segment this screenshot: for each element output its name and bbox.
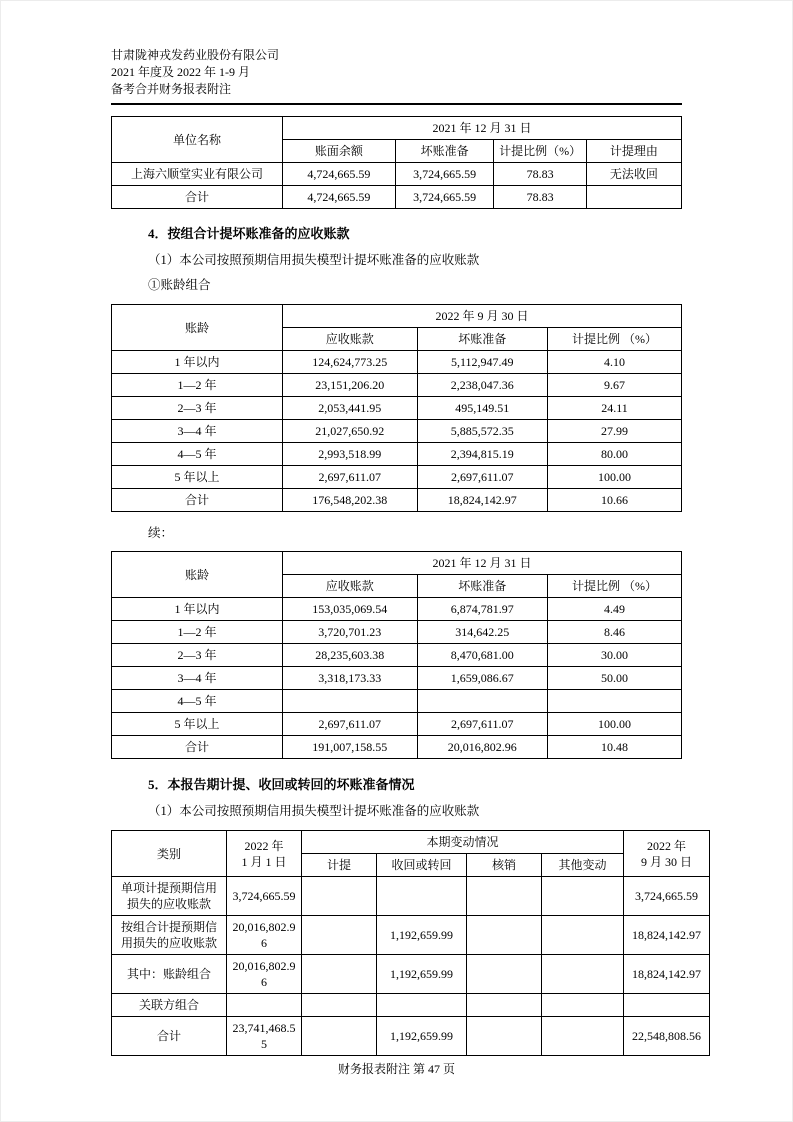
cell-bad-debt: 1,659,086.67 <box>417 667 548 690</box>
col-header-other-change: 其他变动 <box>542 854 624 877</box>
cell-writeoff <box>467 916 542 955</box>
cell-opening: 20,016,802.96 <box>227 955 302 994</box>
cell-total-label: 合计 <box>112 186 283 209</box>
section-4-item-2: ①账龄组合 <box>148 278 211 292</box>
col-header-opening <box>227 831 302 877</box>
cell-receivables: 2,697,611.07 <box>283 466 418 489</box>
cell-writeoff <box>467 1017 542 1056</box>
cell-category: 其中：账龄组合 <box>112 955 227 994</box>
cell-aging: 3—4 年 <box>112 420 283 443</box>
doc-title: 备考合并财务报表附注 <box>111 82 232 96</box>
cell-ratio: 10.66 <box>548 489 682 512</box>
table-row <box>112 351 682 374</box>
table-row <box>112 305 682 328</box>
col-header-bad-debt: 坏账准备 <box>395 140 494 163</box>
cell-reason: 无法收回 <box>586 163 681 186</box>
table-row <box>112 489 682 512</box>
cell-ratio: 4.10 <box>548 351 682 374</box>
cell-opening: 3,724,665.59 <box>227 877 302 916</box>
cell-other-change <box>542 916 624 955</box>
cell-receivables: 2,053,441.95 <box>283 397 418 420</box>
cell-aging: 1—2 年 <box>112 621 283 644</box>
cell-receivables: 23,151,206.20 <box>283 374 418 397</box>
cell-opening: 20,016,802.96 <box>227 916 302 955</box>
col-header-closing-line2: 9 月 30 日 <box>641 854 693 869</box>
cell-receivables <box>283 690 418 713</box>
cell-aging: 5 年以上 <box>112 466 283 489</box>
cell-bad-debt: 2,697,611.07 <box>417 466 548 489</box>
cell-ratio: 9.67 <box>548 374 682 397</box>
cell-other-change <box>542 1017 624 1056</box>
col-header-closing-line1: 2022 年 <box>647 838 687 853</box>
cell-bad-debt: 3,724,665.59 <box>395 186 494 209</box>
company-name: 甘肃陇神戎发药业股份有限公司 <box>111 48 280 62</box>
cell-recovery-reversal: 1,192,659.99 <box>377 1017 467 1056</box>
cell-writeoff <box>467 994 542 1017</box>
cell-bad-debt: 5,112,947.49 <box>417 351 548 374</box>
cell-aging: 5 年以上 <box>112 713 283 736</box>
cell-bad-debt: 3,724,665.59 <box>395 163 494 186</box>
cell-other-change <box>542 877 624 916</box>
cell-receivables: 21,027,650.92 <box>283 420 418 443</box>
table-row <box>112 955 710 994</box>
col-header-aging: 账龄 <box>112 305 283 351</box>
cell-bad-debt: 20,016,802.96 <box>417 736 548 759</box>
cell-category: 单项计提预期信用损失的应收账款 <box>112 877 227 916</box>
cell-accrual <box>302 1017 377 1056</box>
cell-aging: 1 年以内 <box>112 351 283 374</box>
cell-accrual <box>302 877 377 916</box>
table-row <box>112 443 682 466</box>
provision-movement-table <box>111 830 710 1056</box>
col-header-opening-line1: 2022 年 <box>244 838 284 853</box>
cell-receivables: 3,720,701.23 <box>283 621 418 644</box>
section-4-item-1: （1）本公司按照预期信用损失模型计提坏账准备的应收账款 <box>148 253 480 267</box>
col-header-book-balance: 账面余额 <box>283 140 396 163</box>
table-row <box>112 644 682 667</box>
report-period: 2021 年度及 2022 年 1-9 月 <box>111 65 250 79</box>
cell-ratio: 8.46 <box>548 621 682 644</box>
col-header-category: 类别 <box>112 831 227 877</box>
cell-bad-debt: 2,697,611.07 <box>417 713 548 736</box>
cell-aging: 1 年以内 <box>112 598 283 621</box>
table-row <box>112 598 682 621</box>
section-5-heading: 5．本报告期计提、收回或转回的坏账准备情况 <box>148 777 415 792</box>
cell-ratio: 10.48 <box>548 736 682 759</box>
cell-recovery-reversal: 1,192,659.99 <box>377 916 467 955</box>
col-header-receivables: 应收账款 <box>283 328 418 351</box>
cell-ratio: 24.11 <box>548 397 682 420</box>
table-row <box>112 621 682 644</box>
cell-total-label: 合计 <box>112 736 283 759</box>
table-row <box>112 420 682 443</box>
table-row <box>112 374 682 397</box>
cell-opening: 23,741,468.55 <box>227 1017 302 1056</box>
cell-bad-debt: 18,824,142.97 <box>417 489 548 512</box>
cell-ratio: 78.83 <box>494 186 586 209</box>
cell-recovery-reversal <box>377 994 467 1017</box>
cell-bad-debt: 314,642.25 <box>417 621 548 644</box>
col-header-ratio: 计提比例 （%） <box>548 328 682 351</box>
table-row <box>112 994 710 1017</box>
col-header-ratio: 计提比例（%） <box>494 140 586 163</box>
cell-bad-debt: 495,149.51 <box>417 397 548 420</box>
cell-receivables: 124,624,773.25 <box>283 351 418 374</box>
table-row <box>112 877 710 916</box>
cell-bad-debt <box>417 690 548 713</box>
cell-ratio: 100.00 <box>548 713 682 736</box>
col-header-date: 2021 年 12 月 31 日 <box>283 117 682 140</box>
cell-ratio: 27.99 <box>548 420 682 443</box>
cell-receivables: 2,993,518.99 <box>283 443 418 466</box>
table-row <box>112 690 682 713</box>
cell-aging: 4—5 年 <box>112 690 283 713</box>
cell-aging: 3—4 年 <box>112 667 283 690</box>
col-header-date: 2021 年 12 月 31 日 <box>283 552 682 575</box>
cell-bad-debt: 2,394,815.19 <box>417 443 548 466</box>
cell-total-label: 合计 <box>112 489 283 512</box>
cell-receivables: 153,035,069.54 <box>283 598 418 621</box>
cell-aging: 2—3 年 <box>112 644 283 667</box>
cell-ratio <box>548 690 682 713</box>
cell-bad-debt: 5,885,572.35 <box>417 420 548 443</box>
col-header-recovery-reversal: 收回或转回 <box>377 854 467 877</box>
document-header <box>111 47 682 105</box>
cell-ratio: 50.00 <box>548 667 682 690</box>
col-header-opening-line2: 1 月 1 日 <box>241 854 287 869</box>
cell-other-change <box>542 955 624 994</box>
cell-receivables: 191,007,158.55 <box>283 736 418 759</box>
aging-table-2022-09-30 <box>111 304 682 512</box>
cell-receivables: 2,697,611.07 <box>283 713 418 736</box>
cell-bad-debt: 2,238,047.36 <box>417 374 548 397</box>
cell-closing: 18,824,142.97 <box>624 916 710 955</box>
cell-bad-debt: 6,874,781.97 <box>417 598 548 621</box>
cell-opening <box>227 994 302 1017</box>
cell-ratio: 80.00 <box>548 443 682 466</box>
cell-accrual <box>302 955 377 994</box>
cell-receivables: 176,548,202.38 <box>283 489 418 512</box>
table-row <box>112 117 682 140</box>
cell-aging: 2—3 年 <box>112 397 283 420</box>
cell-ratio: 4.49 <box>548 598 682 621</box>
table-row <box>112 397 682 420</box>
cell-recovery-reversal <box>377 877 467 916</box>
cell-category: 按组合计提预期信用损失的应收账款 <box>112 916 227 955</box>
cell-book-balance: 4,724,665.59 <box>283 186 396 209</box>
cell-ratio: 30.00 <box>548 644 682 667</box>
col-header-entity: 单位名称 <box>112 117 283 163</box>
cell-total-label: 合计 <box>112 1017 227 1056</box>
cell-writeoff <box>467 955 542 994</box>
cell-category: 关联方组合 <box>112 994 227 1017</box>
col-header-receivables: 应收账款 <box>283 575 418 598</box>
col-header-date: 2022 年 9 月 30 日 <box>283 305 682 328</box>
cell-closing <box>624 994 710 1017</box>
section-4-heading: 4．按组合计提坏账准备的应收账款 <box>148 226 350 241</box>
table-row <box>112 552 682 575</box>
col-header-ratio: 计提比例 （%） <box>548 575 682 598</box>
table-row <box>112 916 710 955</box>
table-row <box>112 736 682 759</box>
cell-closing: 22,548,808.56 <box>624 1017 710 1056</box>
continued-label: 续： <box>148 526 174 540</box>
cell-other-change <box>542 994 624 1017</box>
col-header-writeoff: 核销 <box>467 854 542 877</box>
col-header-bad-debt: 坏账准备 <box>417 328 548 351</box>
cell-closing: 3,724,665.59 <box>624 877 710 916</box>
col-header-accrual: 计提 <box>302 854 377 877</box>
cell-ratio: 78.83 <box>494 163 586 186</box>
cell-accrual <box>302 994 377 1017</box>
table-row <box>112 667 682 690</box>
cell-ratio: 100.00 <box>548 466 682 489</box>
col-header-reason: 计提理由 <box>586 140 681 163</box>
cell-recovery-reversal: 1,192,659.99 <box>377 955 467 994</box>
col-header-closing <box>624 831 710 877</box>
cell-closing: 18,824,142.97 <box>624 955 710 994</box>
cell-aging: 4—5 年 <box>112 443 283 466</box>
col-header-bad-debt: 坏账准备 <box>417 575 548 598</box>
cell-reason <box>586 186 681 209</box>
col-header-period-change: 本期变动情况 <box>302 831 624 854</box>
cell-entity-name: 上海六顺堂实业有限公司 <box>112 163 283 186</box>
section-5-item-1: （1）本公司按照预期信用损失模型计提坏账准备的应收账款 <box>148 804 480 818</box>
table-row <box>112 186 682 209</box>
aging-table-2021-12-31 <box>111 551 682 759</box>
cell-writeoff <box>467 877 542 916</box>
table-row <box>112 163 682 186</box>
table-row <box>112 831 710 854</box>
table-row <box>112 1017 710 1056</box>
cell-receivables: 3,318,173.33 <box>283 667 418 690</box>
cell-book-balance: 4,724,665.59 <box>283 163 396 186</box>
page-footer: 财务报表附注 第 47 页 <box>337 1062 455 1076</box>
individual-provision-table <box>111 116 682 209</box>
cell-aging: 1—2 年 <box>112 374 283 397</box>
col-header-aging: 账龄 <box>112 552 283 598</box>
table-row <box>112 713 682 736</box>
cell-receivables: 28,235,603.38 <box>283 644 418 667</box>
cell-accrual <box>302 916 377 955</box>
table-row <box>112 466 682 489</box>
cell-bad-debt: 8,470,681.00 <box>417 644 548 667</box>
